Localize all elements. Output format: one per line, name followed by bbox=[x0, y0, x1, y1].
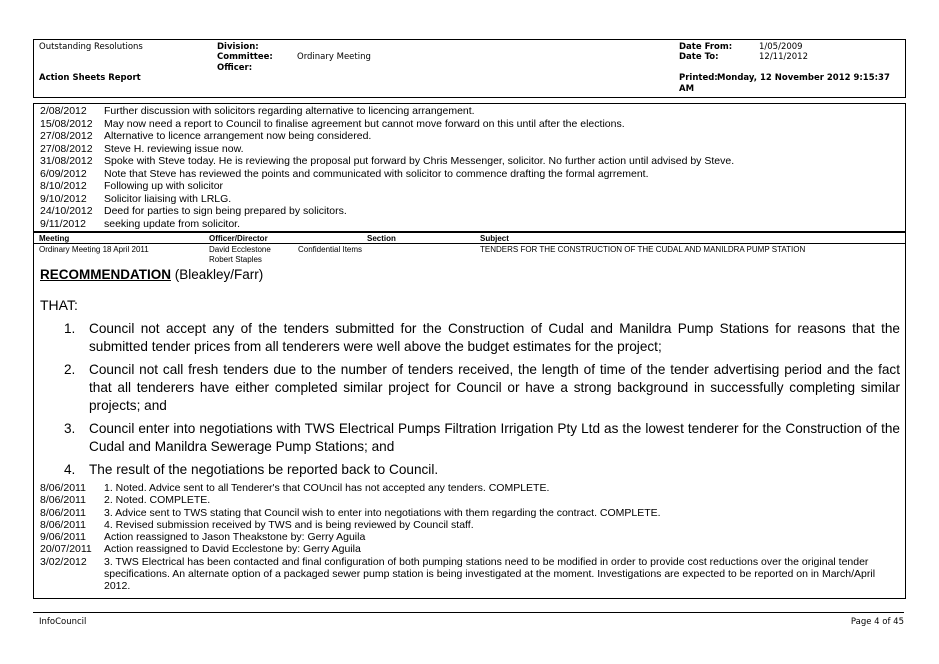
footer-page-number: Page 4 of 45 bbox=[850, 617, 904, 627]
col-subject: Subject bbox=[480, 234, 509, 243]
committee-label: Committee: bbox=[217, 52, 273, 62]
action-entry bbox=[40, 543, 900, 555]
log-text: Alternative to licence arrangement now being considered. bbox=[104, 130, 372, 142]
meeting-table-header bbox=[34, 232, 905, 244]
log-text: Steve H. reviewing issue now. bbox=[104, 142, 244, 155]
item-number: 4. bbox=[64, 462, 76, 477]
item-text: Council not call fresh tenders due to the number of tenders received, the length of time of the tender advertising period and the fact that all tenderers have either completed similar project for Council or have a strong background in successfully completing similar projects; and bbox=[89, 362, 900, 413]
log-date: 6/09/2012 bbox=[40, 167, 87, 180]
recommendation-list bbox=[64, 320, 900, 484]
action-text: 1. Noted. Advice sent to all Tenderer's that COUncil has not accepted any tenders. COMPLETE. bbox=[104, 482, 550, 494]
log-date: 27/08/2012 bbox=[40, 130, 93, 142]
log-entry bbox=[40, 218, 240, 231]
officer-cell: David Ecclestone bbox=[209, 245, 271, 254]
recommendation-title: RECOMMENDATION bbox=[40, 267, 171, 282]
action-date: 8/06/2011 bbox=[40, 518, 86, 531]
log-entry bbox=[40, 155, 734, 168]
action-entry bbox=[40, 556, 900, 593]
printed-value-continued: AM bbox=[679, 84, 695, 94]
outstanding-title: Outstanding Resolutions bbox=[39, 42, 143, 52]
action-text: 3. Advice sent to TWS stating that Council wish to enter into negotiations with them regarding the contract. COMPLETE. bbox=[104, 506, 661, 519]
date-to-value: 12/11/2012 bbox=[759, 52, 808, 62]
log-text: Following up with solicitor bbox=[104, 180, 224, 192]
log-text: Note that Steve has reviewed the points and communicated with solicitor to commence drafting the formal agrrement. bbox=[104, 167, 649, 180]
recommendation-item bbox=[64, 361, 900, 415]
officer-cell-2: Robert Staples bbox=[209, 255, 262, 264]
report-title: Action Sheets Report bbox=[39, 73, 141, 83]
previous-action-log bbox=[33, 103, 906, 232]
action-date: 8/06/2011 bbox=[40, 482, 86, 494]
subject-cell: TENDERS FOR THE CONSTRUCTION OF THE CUDAL AND MANILDRA PUMP STATION bbox=[480, 245, 806, 254]
col-officer: Officer/Director bbox=[209, 234, 268, 243]
log-date: 2/08/2012 bbox=[40, 105, 87, 117]
action-date: 20/07/2011 bbox=[40, 543, 92, 556]
recommendation-heading bbox=[40, 267, 263, 282]
log-date: 31/08/2012 bbox=[40, 155, 93, 167]
log-text: seeking update from solicitor. bbox=[104, 217, 240, 230]
log-entry bbox=[40, 180, 223, 193]
item-number: 3. bbox=[64, 421, 76, 436]
action-text: Action reassigned to Jason Theakstone by: Gerry Aguila bbox=[104, 531, 366, 544]
recommendation-item bbox=[64, 461, 900, 479]
meeting-cell: Ordinary Meeting 18 April 2011 bbox=[39, 245, 149, 254]
item-number: 1. bbox=[64, 321, 76, 336]
that-label: THAT: bbox=[40, 297, 78, 313]
action-entry bbox=[40, 482, 900, 494]
action-entry bbox=[40, 507, 900, 519]
log-entry bbox=[40, 143, 243, 156]
action-date: 8/06/2011 bbox=[40, 494, 86, 507]
action-history bbox=[40, 482, 900, 593]
log-text: May now need a report to Council to finalise agreement but cannot move forward on this until after the elections. bbox=[104, 117, 625, 130]
action-text: 2. Noted. COMPLETE. bbox=[104, 494, 211, 507]
log-entry bbox=[40, 118, 625, 131]
log-date: 27/08/2012 bbox=[40, 142, 93, 155]
date-to-label: Date To: bbox=[679, 52, 719, 62]
log-date: 9/11/2012 bbox=[40, 217, 86, 230]
action-entry bbox=[40, 519, 900, 531]
log-text: Solicitor liaising with LRLG. bbox=[104, 192, 232, 205]
col-meeting: Meeting bbox=[39, 234, 70, 243]
recommendation-movers: (Bleakley/Farr) bbox=[171, 267, 264, 282]
recommendation-item bbox=[64, 420, 900, 456]
log-entry bbox=[40, 168, 649, 181]
date-from-value: 1/05/2009 bbox=[759, 42, 803, 52]
report-header bbox=[33, 39, 906, 98]
item-text: The result of the negotiations be reported back to Council. bbox=[89, 462, 439, 477]
log-entry bbox=[40, 105, 475, 118]
committee-value: Ordinary Meeting bbox=[297, 52, 371, 62]
action-entry bbox=[40, 494, 900, 506]
action-date: 3/02/2012 bbox=[40, 555, 87, 568]
col-section: Section bbox=[367, 234, 396, 243]
officer-label: Officer: bbox=[217, 63, 253, 73]
printed-label: Printed: bbox=[679, 73, 718, 83]
item-number: 2. bbox=[64, 362, 76, 377]
log-text: Spoke with Steve today. He is reviewing the proposal put forward by Chris Messenger, solicitor. No further action until advised by Steve. bbox=[104, 155, 735, 167]
log-text: Deed for parties to sign being prepared by solicitors. bbox=[104, 205, 347, 217]
recommendation-item bbox=[64, 320, 900, 356]
log-text: Further discussion with solicitors regarding alternative to licencing arrangement. bbox=[104, 105, 475, 117]
item-text: Council not accept any of the tenders submitted for the Construction of Cudal and Manildra Pump Stations for reasons that the submitted tender prices from all tenderers were well above the budget estimates for the project; bbox=[89, 321, 900, 354]
resolution-section bbox=[33, 231, 906, 599]
action-text: Action reassigned to David Ecclestone by: Gerry Aguila bbox=[104, 543, 361, 556]
action-text: 3. TWS Electrical has been contacted and final configuration of both pumping stations need to be modified in order to provide cost reductions over the original tender specifications. An alternate option of a packaged sewer pump station is being investigated at the moment. Investigations are expected to be reported on in March/April 2012. bbox=[104, 555, 876, 593]
log-date: 15/08/2012 bbox=[40, 117, 93, 130]
log-date: 24/10/2012 bbox=[40, 205, 93, 217]
action-entry bbox=[40, 531, 900, 543]
action-date: 8/06/2011 bbox=[40, 506, 86, 519]
log-entry bbox=[40, 130, 371, 143]
log-entry bbox=[40, 205, 347, 218]
printed-value: Monday, 12 November 2012 9:15:37 bbox=[717, 73, 890, 83]
date-from-label: Date From: bbox=[679, 42, 733, 52]
log-entry bbox=[40, 193, 231, 206]
division-label: Division: bbox=[217, 42, 259, 52]
action-date: 9/06/2011 bbox=[40, 531, 86, 544]
log-date: 9/10/2012 bbox=[40, 192, 87, 205]
action-text: 4. Revised submission received by TWS and is being reviewed by Council staff. bbox=[104, 518, 474, 531]
footer-divider bbox=[33, 612, 904, 613]
footer-app-name: InfoCouncil bbox=[39, 617, 87, 627]
log-date: 8/10/2012 bbox=[40, 180, 87, 192]
item-text: Council enter into negotiations with TWS Electrical Pumps Filtration Irrigation Pty Ltd as the lowest tenderer for the Construction of the Cudal and Manildra Sewerage Pump Stations; and bbox=[89, 421, 900, 454]
section-cell: Confidential Items bbox=[298, 245, 363, 254]
